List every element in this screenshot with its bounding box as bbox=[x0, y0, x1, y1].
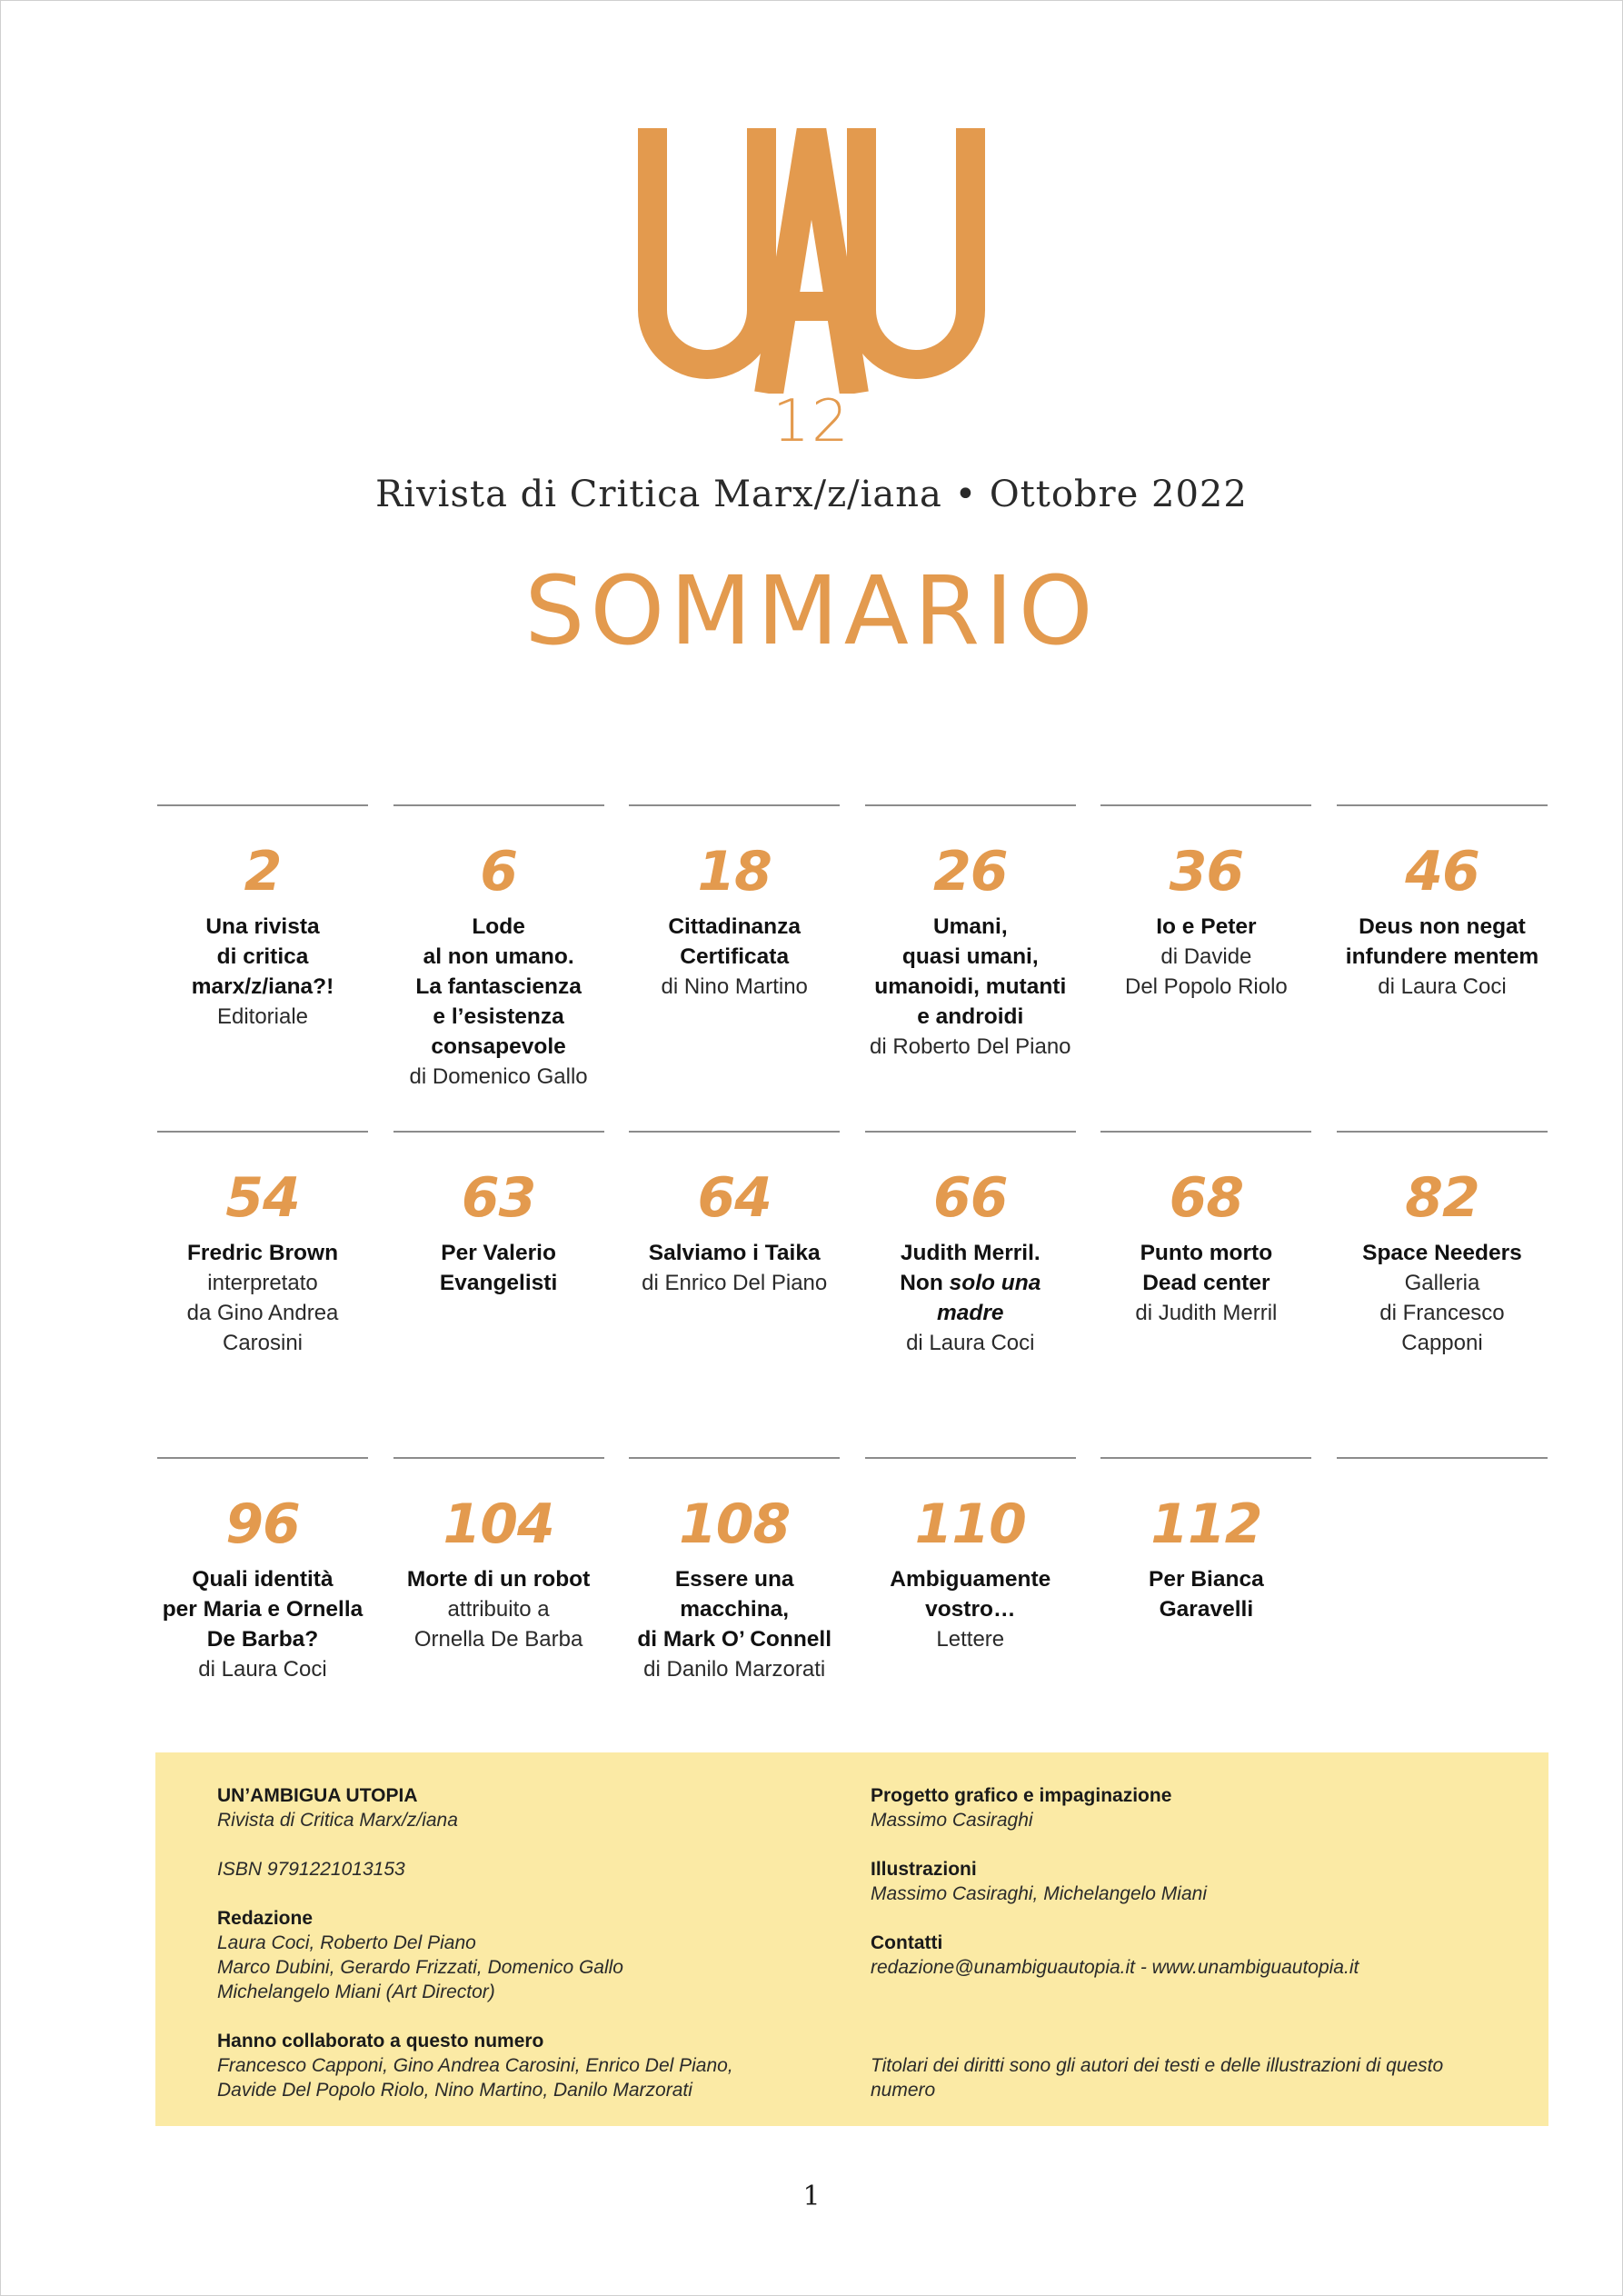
toc-title: Per Valerio Evangelisti bbox=[439, 1241, 558, 1295]
redazione-line: Michelangelo Miani (Art Director) bbox=[217, 1982, 495, 2002]
contents-row bbox=[157, 1131, 1548, 1457]
toc-title: Cittadinanza Certificata bbox=[668, 914, 802, 969]
contents-grid bbox=[157, 804, 1548, 1783]
toc-title: Morte di un robot bbox=[406, 1567, 591, 1592]
toc-title-prefix: Non bbox=[900, 1271, 950, 1295]
contatti-heading: Contatti bbox=[871, 1932, 943, 1953]
toc-entry[interactable] bbox=[157, 804, 368, 1131]
toc-title-line: Judith Merril. bbox=[900, 1241, 1041, 1265]
toc-entry[interactable] bbox=[393, 1457, 604, 1783]
toc-page-number: 6 bbox=[480, 840, 517, 903]
toc-author: interpretato da Gino Andrea Carosini bbox=[186, 1271, 339, 1355]
publication-subtitle: Rivista di Critica Marx/z/iana bbox=[217, 1810, 458, 1831]
toc-author: di Laura Coci bbox=[1378, 974, 1507, 999]
toc-title: Quali identità per Maria e Ornella De Barba? bbox=[162, 1567, 363, 1652]
credits-isbn bbox=[217, 1857, 835, 1882]
toc-page-number: 82 bbox=[1405, 1166, 1479, 1230]
toc-page-number: 112 bbox=[1150, 1492, 1262, 1556]
toc-title: Essere una macchina, di Mark O’ Connell bbox=[637, 1567, 832, 1652]
toc-page-number: 108 bbox=[679, 1492, 791, 1556]
toc-entry[interactable] bbox=[865, 1457, 1076, 1783]
publication-name: UN’AMBIGUA UTOPIA bbox=[217, 1785, 418, 1806]
credits-contatti bbox=[871, 1931, 1489, 1980]
toc-author: attribuito a Ornella De Barba bbox=[413, 1597, 583, 1652]
toc-author: di Laura Coci bbox=[906, 1331, 1035, 1355]
toc-entry[interactable] bbox=[1337, 804, 1548, 1131]
toc-title: Punto morto Dead center bbox=[1140, 1241, 1273, 1295]
toc-title: Fredric Brown bbox=[186, 1241, 339, 1265]
toc-entry[interactable] bbox=[157, 1457, 368, 1783]
credits-grafica bbox=[871, 1783, 1489, 1832]
toc-title: Deus non negat infundere mentem bbox=[1345, 914, 1539, 969]
toc-page-number: 46 bbox=[1405, 840, 1479, 903]
toc-entry[interactable] bbox=[157, 1131, 368, 1457]
toc-title: Umani, quasi umani, umanoidi, mutanti e androidi bbox=[874, 914, 1067, 1029]
toc-title: Space Needers bbox=[1362, 1241, 1522, 1265]
collaboratori-heading: Hanno collaborato a questo numero bbox=[217, 2031, 544, 2051]
grafica-heading: Progetto grafico e impaginazione bbox=[871, 1785, 1172, 1806]
toc-title: Io e Peter bbox=[1156, 914, 1257, 939]
toc-page-number: 18 bbox=[697, 840, 772, 903]
toc-page-number: 104 bbox=[443, 1492, 554, 1556]
spacer bbox=[871, 2029, 1489, 2053]
illustrazioni-heading: Illustrazioni bbox=[871, 1859, 977, 1880]
toc-page-number: 110 bbox=[914, 1492, 1026, 1556]
toc-title-italic: solo una madre bbox=[937, 1271, 1041, 1325]
credits-box bbox=[155, 1752, 1548, 2126]
redazione-line: Marco Dubini, Gerardo Frizzati, Domenico Gallo bbox=[217, 1957, 623, 1978]
toc-author: di Roberto Del Piano bbox=[870, 1034, 1071, 1059]
illustrazioni-names: Massimo Casiraghi, Michelangelo Miani bbox=[871, 1883, 1207, 1904]
toc-entry[interactable] bbox=[1100, 1457, 1311, 1783]
redazione-line: Laura Coci, Roberto Del Piano bbox=[217, 1932, 476, 1953]
contents-row bbox=[157, 1457, 1548, 1783]
toc-title: Salviamo i Taika bbox=[648, 1241, 821, 1265]
toc-title: Per Bianca Garavelli bbox=[1149, 1567, 1264, 1622]
toc-entry[interactable] bbox=[1337, 1131, 1548, 1457]
toc-author: Galleria di Francesco Capponi bbox=[1379, 1271, 1505, 1355]
toc-page-number: 96 bbox=[225, 1492, 300, 1556]
redazione-heading: Redazione bbox=[217, 1908, 314, 1929]
toc-entry[interactable] bbox=[629, 804, 840, 1131]
uau-logo-icon bbox=[625, 128, 998, 394]
magazine-subtitle: Rivista di Critica Marx/z/iana • Ottobre 2022 bbox=[375, 474, 1248, 515]
toc-author: di Judith Merril bbox=[1135, 1301, 1278, 1325]
toc-title: Ambiguamente vostro… bbox=[890, 1567, 1051, 1622]
toc-author: Lettere bbox=[936, 1627, 1005, 1652]
credits-publication bbox=[217, 1783, 835, 1832]
toc-author: di Domenico Gallo bbox=[409, 1064, 588, 1089]
toc-empty-slot bbox=[1337, 1457, 1548, 1783]
toc-entry[interactable] bbox=[865, 804, 1076, 1131]
toc-author: di Enrico Del Piano bbox=[642, 1271, 828, 1295]
spacer bbox=[871, 2004, 1489, 2029]
credits-left-column bbox=[217, 1783, 835, 2127]
toc-title: Una rivista di critica marx/z/iana?! bbox=[191, 914, 334, 999]
toc-entry[interactable] bbox=[1100, 804, 1311, 1131]
credits-illustrazioni bbox=[871, 1857, 1489, 1906]
toc-entry[interactable] bbox=[629, 1457, 840, 1783]
toc-page-number: 54 bbox=[225, 1166, 300, 1230]
rights-notice: Titolari dei diritti sono gli autori dei testi e delle illustrazioni di questo numero bbox=[871, 2055, 1444, 2101]
page-title: SOMMARIO bbox=[524, 555, 1099, 666]
collaboratori-line: Davide Del Popolo Riolo, Nino Martino, Danilo Marzorati bbox=[217, 2080, 692, 2101]
toc-author: di Davide Del Popolo Riolo bbox=[1124, 944, 1288, 999]
toc-entry[interactable] bbox=[865, 1131, 1076, 1457]
isbn: ISBN 9791221013153 bbox=[217, 1859, 405, 1880]
contents-row bbox=[157, 804, 1548, 1131]
toc-title: Lode al non umano. La fantascienza e l’esistenza consapevole bbox=[415, 914, 582, 1059]
toc-title bbox=[865, 1238, 1076, 1328]
credits-right-column bbox=[871, 1783, 1489, 2127]
collaboratori-line: Francesco Capponi, Gino Andrea Carosini, Enrico Del Piano, bbox=[217, 2055, 733, 2076]
credits-redazione bbox=[217, 1906, 835, 2004]
page-number: 1 bbox=[802, 2181, 821, 2212]
grafica-name: Massimo Casiraghi bbox=[871, 1810, 1033, 1831]
credits-collaboratori bbox=[217, 2029, 835, 2102]
toc-page-number: 36 bbox=[1169, 840, 1244, 903]
toc-page-number: 26 bbox=[933, 840, 1008, 903]
toc-author: di Nino Martino bbox=[661, 974, 808, 999]
toc-entry[interactable] bbox=[629, 1131, 840, 1457]
toc-entry[interactable] bbox=[393, 804, 604, 1131]
toc-entry[interactable] bbox=[1100, 1131, 1311, 1457]
toc-page-number: 66 bbox=[933, 1166, 1008, 1230]
toc-author: Editoriale bbox=[216, 1004, 309, 1029]
toc-page-number: 64 bbox=[697, 1166, 772, 1230]
toc-entry[interactable] bbox=[393, 1131, 604, 1457]
toc-author: di Danilo Marzorati bbox=[643, 1657, 826, 1682]
toc-author: di Laura Coci bbox=[198, 1657, 327, 1682]
toc-page-number: 2 bbox=[244, 840, 282, 903]
masthead-logo bbox=[1, 128, 1622, 394]
toc-page-number: 68 bbox=[1169, 1166, 1244, 1230]
credits-diritti bbox=[871, 2053, 1489, 2102]
contatti-links[interactable]: redazione@unambiguautopia.it - www.unambiguautopia.it bbox=[871, 1957, 1359, 1978]
toc-page-number: 63 bbox=[461, 1166, 536, 1230]
issue-number: 12 bbox=[772, 388, 851, 455]
